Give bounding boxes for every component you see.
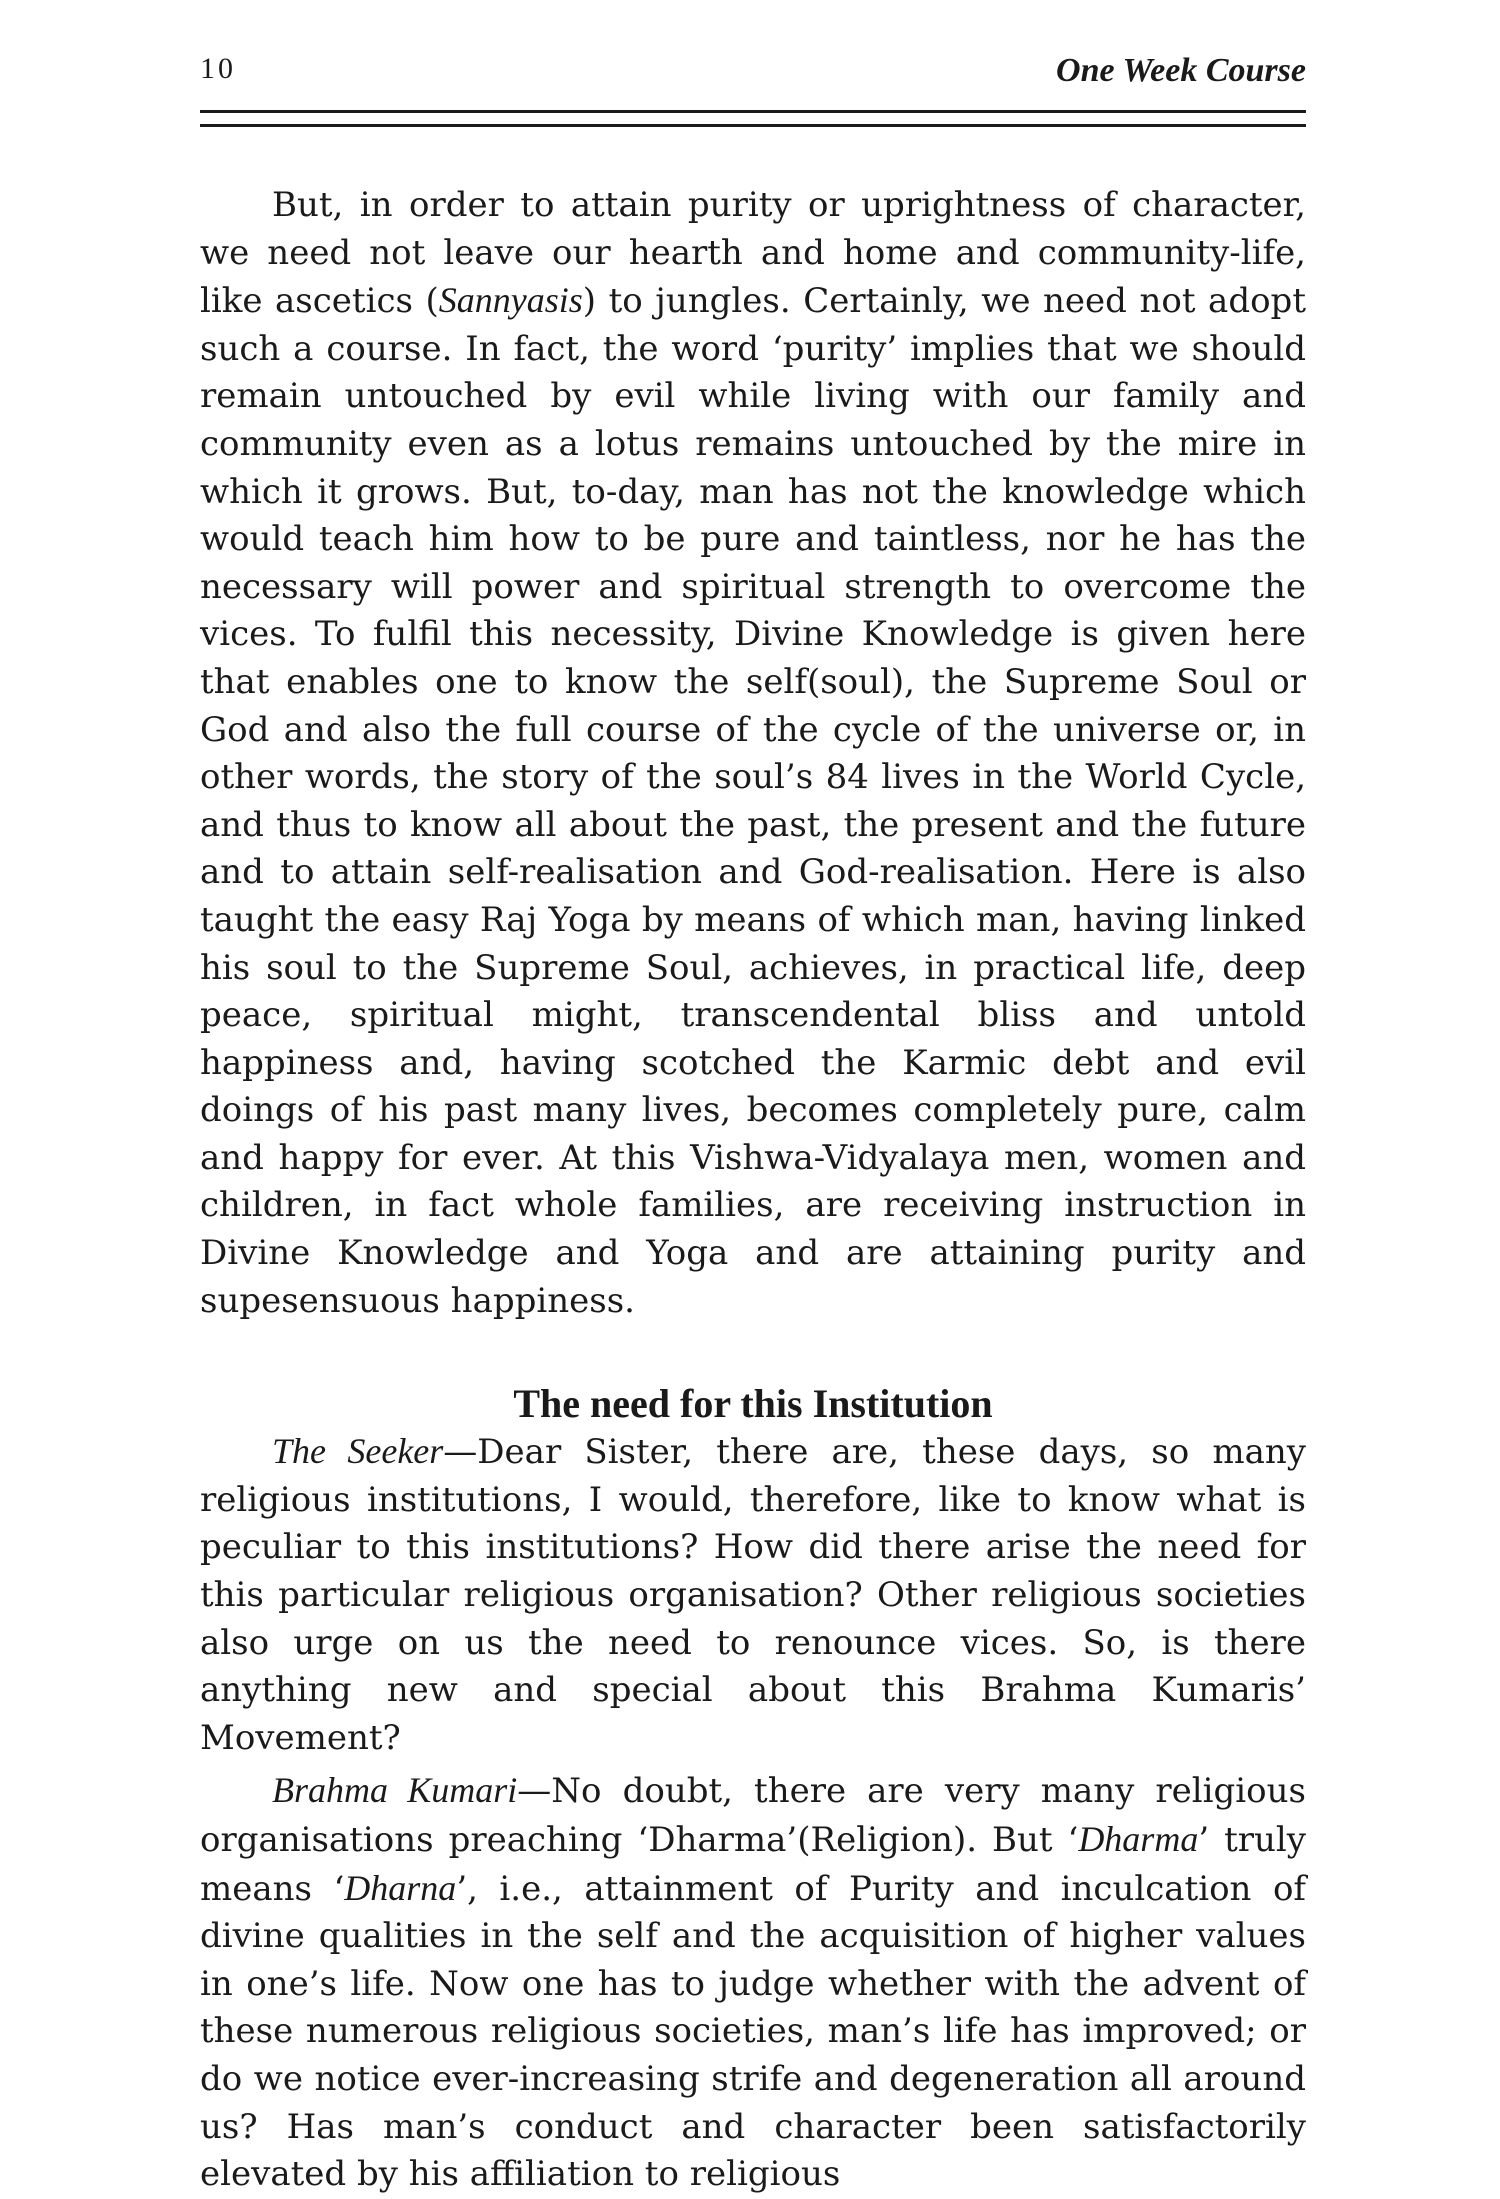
paragraph-purity: But, in order to attain purity or uprightness of character, we need not leave our hearth and home and community-life, like ascetics (Sannyasis) to jungles. Certainly, we need not adopt such a course. In fact, the word ‘purity’ implies that we should remain untouched by evil while living with our family and community even as a lotus remains untouched by the mire in which it grows. But, to-day, man has not the knowledge which would teach him how to be pure and taintless, nor he has the necessary will power and spiritual strength to overcome the vices. To fulfil this necessity, Divine Knowledge is given here that enables one to know the self(soul), the Supreme Soul or God and also the full course of the cycle of the universe or, in other words, the story of the soul’s 84 lives in the World Cycle, and thus to know all about the past, the present and the future and to attain self-realisation and God-realisation. Here is also taught the easy Raj Yoga by means of which man, having linked his soul to the Supreme Soul, achieves, in practical life, deep peace, spiritual might, transcendental bliss and untold happiness and, having scotched the Karmic debt and evil doings of his past many lives, becomes completely pure, calm and happy for ever. At this Vishwa-Vidyalaya men, women and children, in fact whole families, are receiving instruction in Divine Knowledge and Yoga and are attaining purity and supesensuous happiness. [200, 185, 1306, 1321]
paragraph-brahma-kumari: Brahma Kumari—No doubt, there are very many religious organisations preaching ‘Dharma’(Religion). But ‘Dharma’ truly means ‘Dharna’, i.e., attainment of Purity and inculcation of divine qualities in the self and the acquisition of higher values in one’s life. Now one has to judge whether with the advent of these numerous religious societies, man’s life has improved; or do we notice ever-increasing strife and degeneration all around us? Has man’s conduct and character been satisfactorily elevated by his affiliation to religious [200, 1770, 1306, 2195]
emphasis-dharna: Dharna [344, 1867, 457, 1908]
paragraph-seeker: The Seeker—Dear Sister, there are, these days, so many religious institutions, I would, therefore, like to know what is peculiar to this institutions? How did there arise the need for this particular religious organisation? Other religious societies also urge on us the need to renounce vices. So, is there anything new and special about this Brahma Kumaris’ Movement? [200, 1431, 1306, 1758]
speaker-brahma-kumari: Brahma Kumari [272, 1770, 518, 1811]
body-text [200, 182, 1306, 2199]
page-header [200, 52, 1306, 102]
emphasis-dharma: Dharma [1078, 1819, 1199, 1859]
page-number: 10 [200, 52, 236, 85]
header-rule-bottom [200, 124, 1306, 127]
header-rule-top [200, 110, 1306, 113]
emphasis-sannyasis: Sannyasis [438, 280, 583, 321]
speaker-seeker: The Seeker [272, 1431, 444, 1472]
section-heading: The need for this Institution [513, 1381, 993, 1427]
running-title: One Week Course [1056, 52, 1306, 89]
